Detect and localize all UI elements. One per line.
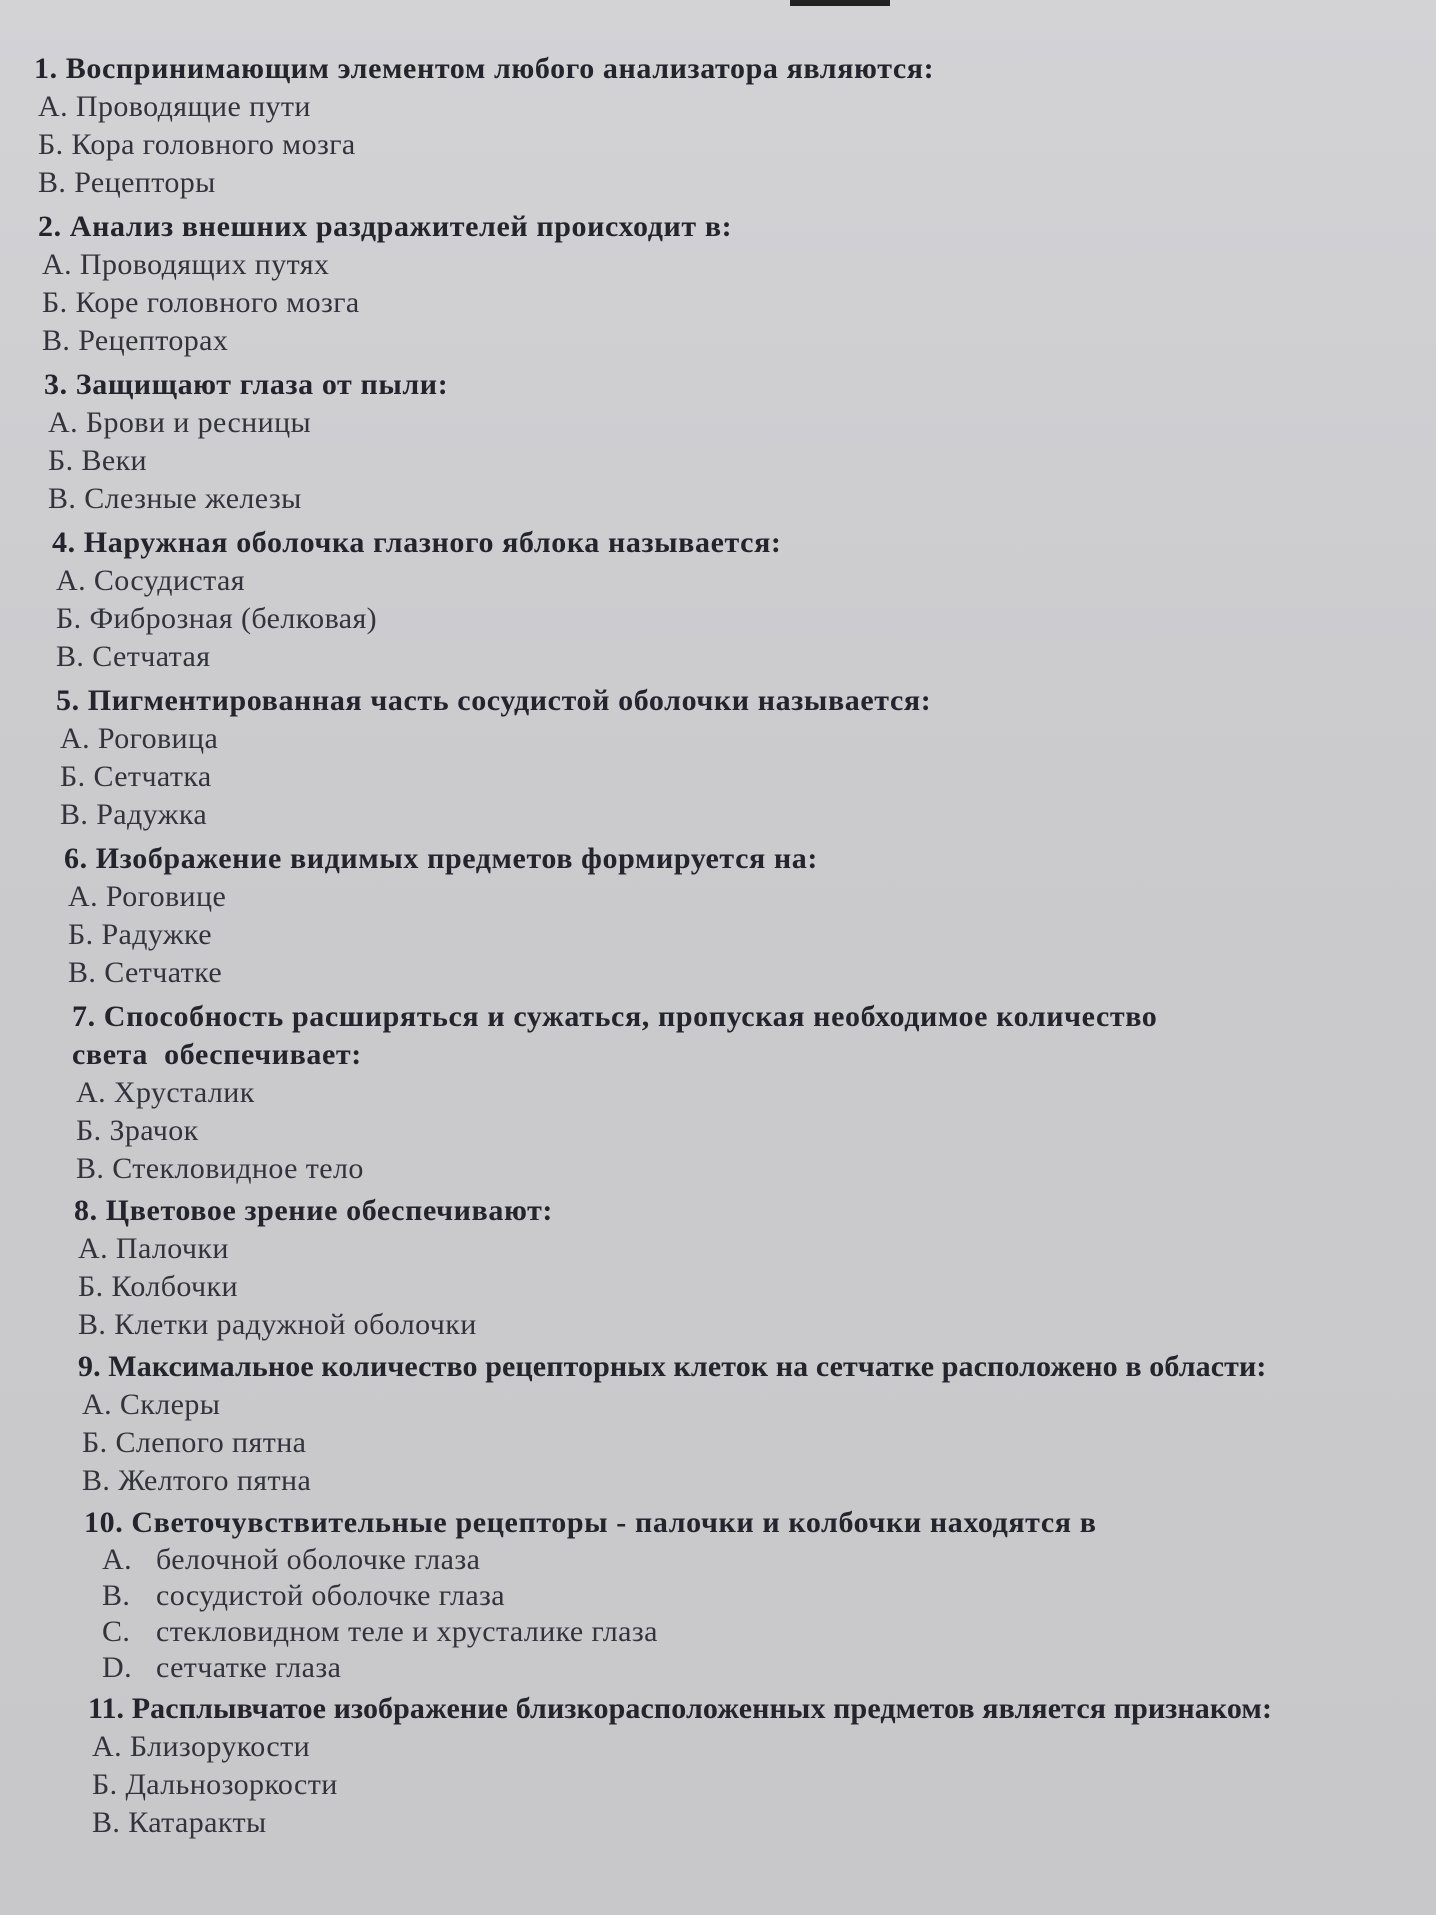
question-text-line-2: света обеспечивает: [72,1038,362,1071]
option-text: Сетчатке [104,956,223,989]
option-a [76,1074,1436,1112]
option-a [92,1728,1436,1766]
option-c [42,322,1436,360]
question-text: 8. Цветовое зрение обеспечивают: [74,1194,554,1227]
option-c [76,1150,1436,1188]
option-d [102,1650,1436,1686]
option-text: Радужке [101,918,212,951]
option-letter: Б. [60,760,86,793]
question-text: 10. Светочувствительные рецепторы - палочки и колбочки находятся в [84,1506,1097,1539]
option-text: Слезные железы [84,482,302,515]
option-letter: В. [92,1806,121,1839]
option-a [102,1542,1436,1578]
option-letter: Б. [76,1114,102,1147]
option-text: Брови и ресницы [85,406,312,439]
option-letter: A. [102,1543,132,1576]
option-letter: А. [68,880,98,913]
option-letter: В. [48,482,77,515]
option-text: Сосудистая [93,564,245,597]
question-text: 3. Защищают глаза от пыли: [44,368,449,401]
option-text: Хрусталик [113,1076,255,1109]
option-letter: Б. [68,918,94,951]
option-letter: В. [78,1308,107,1341]
option-letter: В. [68,956,97,989]
option-text: Слепого пятна [115,1426,307,1459]
option-text: Катаракты [128,1806,267,1839]
option-text: сосудистой оболочке глаза [156,1579,506,1612]
question-2 [38,208,1436,360]
option-text: Склеры [119,1388,221,1421]
option-letter: Б. [42,286,68,319]
question-11 [88,1690,1436,1842]
option-a [48,404,1436,442]
question-6 [64,840,1436,992]
option-a [60,720,1436,758]
quiz [0,50,1436,1842]
option-c [78,1306,1436,1344]
option-b [102,1578,1436,1614]
option-text: Сетчатая [92,640,211,673]
question-text: 6. Изображение видимых предметов формируется на: [64,842,818,875]
option-letter: В. [60,798,89,831]
option-letter: Б. [48,444,74,477]
option-text: Стекловидное тело [112,1152,364,1185]
question-7 [72,998,1436,1188]
option-text: Близорукости [129,1730,311,1763]
option-c [56,638,1436,676]
option-c [38,164,1436,202]
option-letter: А. [60,722,90,755]
option-text: Кора головного мозга [71,128,356,161]
option-a [56,562,1436,600]
option-letter: Б. [38,128,64,161]
option-letter: В. [42,324,71,357]
option-b [42,284,1436,322]
option-c [48,480,1436,518]
option-c [102,1614,1436,1650]
option-letter: А. [42,248,72,281]
top-edge-mark [790,0,890,6]
option-letter: C. [102,1615,131,1648]
question-10 [84,1504,1436,1686]
option-b [68,916,1436,954]
option-letter: В. [82,1464,111,1497]
question-text: 5. Пигментированная часть сосудистой оболочки называется: [56,684,932,717]
option-letter: Б. [56,602,82,635]
option-text: Роговица [97,722,219,755]
option-text: Зрачок [109,1114,199,1147]
question-text: 2. Анализ внешних раздражителей происходит в: [38,210,733,243]
option-b [76,1112,1436,1150]
option-text: Проводящие пути [75,90,311,123]
option-text: белочной оболочке глаза [156,1543,481,1576]
question-text: 4. Наружная оболочка глазного яблока называется: [52,526,782,559]
option-text: Проводящих путях [79,248,330,281]
option-c [60,796,1436,834]
option-letter: А. [78,1232,108,1265]
question-text-line-1: 7. Способность расширяться и сужаться, пропуская необходимое количество [72,1000,1158,1033]
option-c [82,1462,1436,1500]
option-text: Веки [81,444,147,477]
option-text: Желтого пятна [118,1464,312,1497]
option-letter: А. [48,406,78,439]
option-b [60,758,1436,796]
option-text: Рецепторы [74,166,216,199]
option-letter: Б. [78,1270,104,1303]
question-5 [56,682,1436,834]
option-letter: А. [38,90,68,123]
option-a [68,878,1436,916]
option-a [82,1386,1436,1424]
option-letter: B. [102,1579,131,1612]
question-text: 11. Расплывчатое изображение близкорасположенных предметов является признаком: [88,1692,1273,1725]
option-text: Радужка [96,798,208,831]
option-letter: А. [56,564,86,597]
option-b [82,1424,1436,1462]
question-1 [34,50,1436,202]
option-text: Сетчатка [93,760,212,793]
option-text: стекловидном теле и хрусталике глаза [156,1615,658,1648]
option-letter: А. [92,1730,122,1763]
option-text: Фиброзная (белковая) [89,602,378,635]
option-c [92,1804,1436,1842]
question-4 [52,524,1436,676]
option-text: Клетки радужной оболочки [114,1308,477,1341]
option-text: Палочки [115,1232,229,1265]
option-text: Рецепторах [78,324,229,357]
question-text: 9. Максимальное количество рецепторных клеток на сетчатке расположено в области: [78,1350,1267,1383]
option-letter: В. [38,166,67,199]
option-a [42,246,1436,284]
option-a [38,88,1436,126]
option-letter: А. [82,1388,112,1421]
question-text: 1. Воспринимающим элементом любого анализатора являются: [34,52,935,85]
option-text: Колбочки [111,1270,238,1303]
option-letter: D. [102,1651,132,1684]
question-8 [74,1192,1436,1344]
option-text: Роговице [105,880,227,913]
option-c [68,954,1436,992]
option-letter: Б. [82,1426,108,1459]
option-b [78,1268,1436,1306]
option-b [92,1766,1436,1804]
option-b [48,442,1436,480]
option-b [56,600,1436,638]
option-letter: В. [76,1152,105,1185]
option-text: сетчатке глаза [156,1651,342,1684]
option-b [38,126,1436,164]
option-text: Дальнозоркости [125,1768,338,1801]
option-letter: Б. [92,1768,118,1801]
option-text: Коре головного мозга [75,286,360,319]
option-a [78,1230,1436,1268]
option-letter: В. [56,640,85,673]
question-9 [78,1348,1436,1500]
option-letter: А. [76,1076,106,1109]
question-3 [44,366,1436,518]
